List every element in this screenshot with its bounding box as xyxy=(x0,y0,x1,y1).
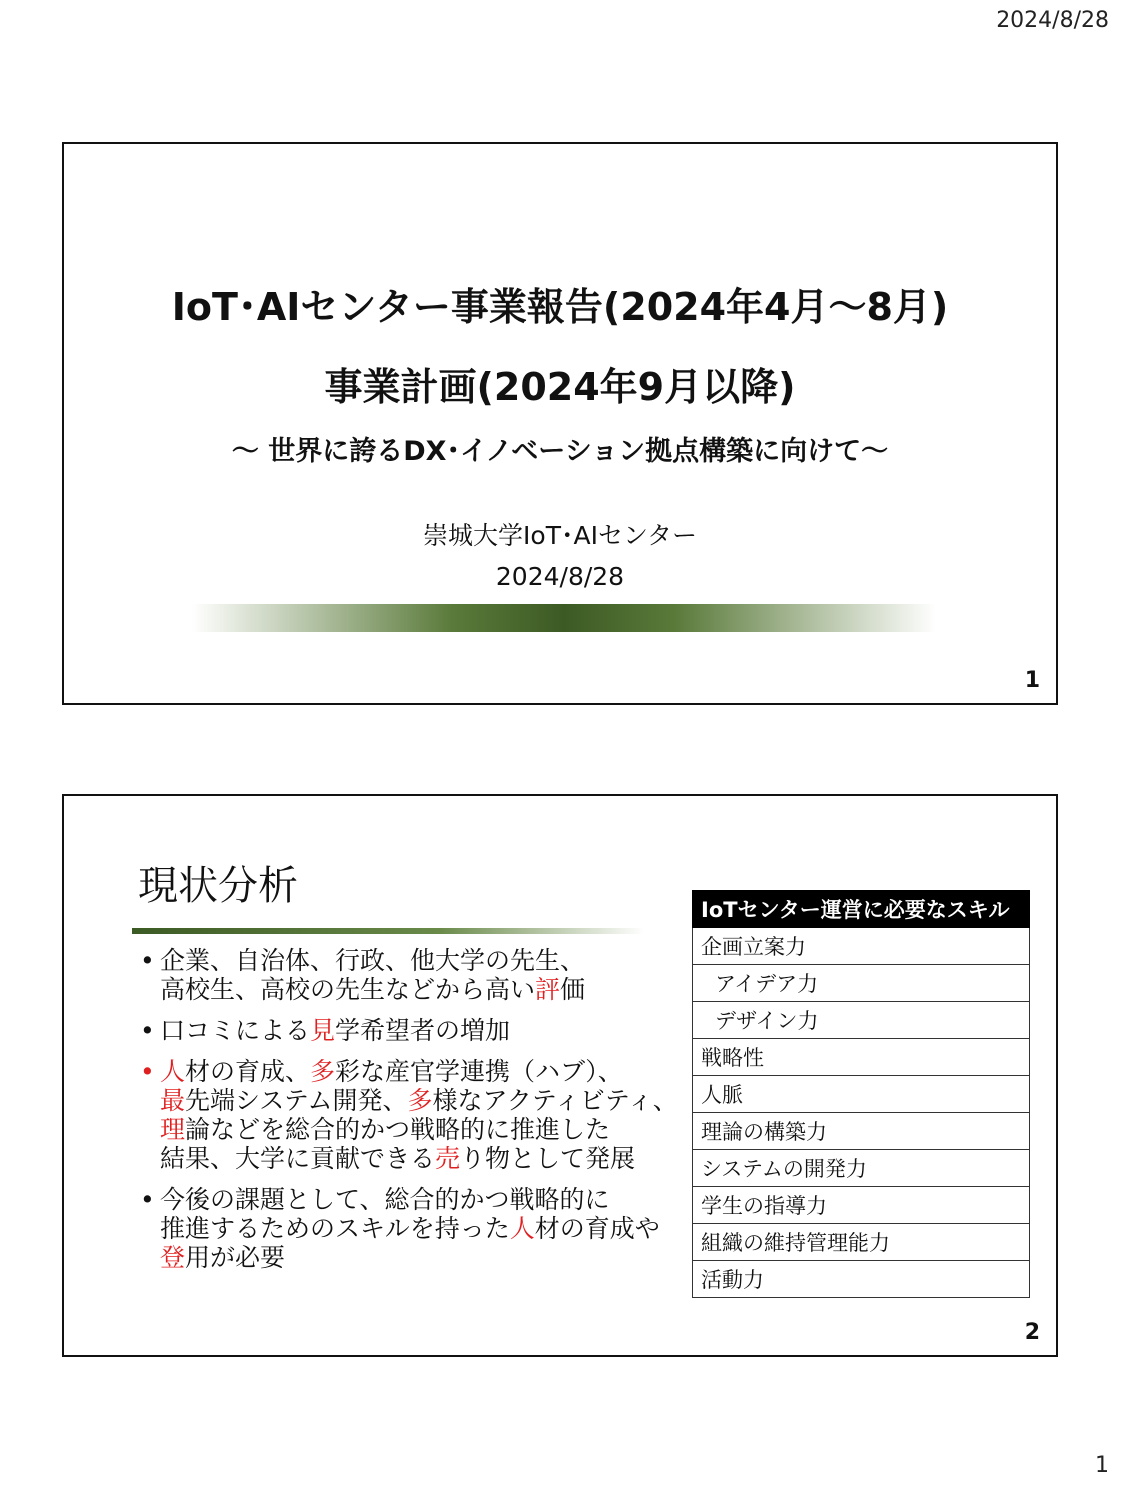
skill-cell: 組織の維持管理能力 xyxy=(693,1224,1030,1261)
skill-cell: 人脈 xyxy=(693,1076,1030,1113)
bullet-line xyxy=(160,1057,680,1086)
slide2-heading: 現状分析 xyxy=(138,863,298,909)
highlighted-char: 登 xyxy=(160,1243,186,1272)
bullet-line xyxy=(160,1185,680,1214)
bullet-text: 口コミによる xyxy=(160,1016,311,1045)
skill-cell: 活動力 xyxy=(693,1261,1030,1298)
highlighted-char: 人 xyxy=(160,1057,186,1086)
highlighted-char: 売 xyxy=(435,1144,461,1173)
bullet-dot: • xyxy=(140,1016,155,1045)
slide-1 xyxy=(62,142,1058,705)
slide1-date: 2024/8/28 xyxy=(495,562,625,591)
skills-table xyxy=(692,890,1030,1298)
bullet-line xyxy=(160,1016,680,1045)
page-number: 1 xyxy=(1095,1453,1109,1478)
highlighted-char: 見 xyxy=(310,1016,336,1045)
bullet-text: 高校生、高校の先生などから高い xyxy=(160,975,536,1004)
slide2-number: 2 xyxy=(1024,1320,1040,1345)
bullet-dot: • xyxy=(140,946,155,975)
bullet-item xyxy=(140,1016,680,1045)
page-date: 2024/8/28 xyxy=(996,8,1109,33)
bullet-item xyxy=(140,1057,680,1173)
bullet-line xyxy=(160,946,680,975)
heading-underline xyxy=(132,928,644,934)
slide-2 xyxy=(62,794,1058,1357)
table-row xyxy=(693,928,1030,965)
bullet-text: 今後の課題として、総合的かつ戦略的に xyxy=(160,1185,610,1214)
bullet-text: 学希望者の増加 xyxy=(335,1016,511,1045)
table-row xyxy=(693,1002,1030,1039)
highlighted-char: 人 xyxy=(509,1214,535,1243)
bullet-item xyxy=(140,1185,680,1272)
slide1-subtitle: ～ 世界に誇るDX･イノベーション拠点構築に向けて～ xyxy=(231,436,889,467)
slide1-title-line1: IoT･AIセンター事業報告(2024年4月～8月) xyxy=(171,285,949,329)
decorative-gradient-bar xyxy=(192,604,936,632)
bullet-item xyxy=(140,946,680,1004)
table-row xyxy=(693,1076,1030,1113)
bullet-line xyxy=(160,1115,680,1144)
bullet-text: 価 xyxy=(560,975,586,1004)
bullet-list xyxy=(140,946,680,1284)
bullet-text: 材の育成、 xyxy=(185,1057,311,1086)
bullet-text: 結果、大学に貢献できる xyxy=(160,1144,436,1173)
bullet-text: 企業、自治体、行政、他大学の先生、 xyxy=(160,946,586,975)
bullet-line xyxy=(160,1243,680,1272)
table-row xyxy=(693,1113,1030,1150)
bullet-text: 用が必要 xyxy=(185,1243,286,1272)
highlighted-char: 最 xyxy=(160,1086,186,1115)
bullet-line xyxy=(160,1086,680,1115)
table-row xyxy=(693,1224,1030,1261)
highlighted-char: 理 xyxy=(160,1115,186,1144)
bullet-text: り物として発展 xyxy=(460,1144,636,1173)
slide1-organization: 崇城大学IoT･AIセンター xyxy=(423,521,697,550)
skill-cell: 企画立案力 xyxy=(693,928,1030,965)
table-row xyxy=(693,1039,1030,1076)
bullet-text: 推進するためのスキルを持った xyxy=(160,1214,510,1243)
skill-cell: 戦略性 xyxy=(693,1039,1030,1076)
bullet-dot: • xyxy=(140,1185,155,1214)
bullet-dot: • xyxy=(140,1057,155,1086)
bullet-line xyxy=(160,1144,680,1173)
slide1-number: 1 xyxy=(1024,668,1040,693)
skill-cell: 理論の構築力 xyxy=(693,1113,1030,1150)
bullet-text: 先端システム開発、 xyxy=(185,1086,408,1115)
bullet-text: 様なアクティビティ、 xyxy=(432,1086,678,1115)
table-row xyxy=(693,965,1030,1002)
table-row xyxy=(693,1187,1030,1224)
bullet-text: 論などを総合的かつ戦略的に推進した xyxy=(185,1115,611,1144)
skill-cell: システムの開発力 xyxy=(693,1150,1030,1187)
skills-table-header: IoTセンター運営に必要なスキル xyxy=(693,891,1030,928)
highlighted-char: 多 xyxy=(407,1086,433,1115)
skill-cell: デザイン力 xyxy=(693,1002,1030,1039)
skill-cell: 学生の指導力 xyxy=(693,1187,1030,1224)
highlighted-char: 多 xyxy=(310,1057,336,1086)
table-row xyxy=(693,1150,1030,1187)
slide1-title-line2: 事業計画(2024年9月以降) xyxy=(324,365,796,409)
highlighted-char: 評 xyxy=(535,975,561,1004)
skill-cell: アイデア力 xyxy=(693,965,1030,1002)
bullet-line xyxy=(160,975,680,1004)
table-row xyxy=(693,1261,1030,1298)
bullet-text: 材の育成や xyxy=(534,1214,660,1243)
bullet-text: 彩な産官学連携（ハブ）、 xyxy=(335,1057,623,1086)
bullet-line xyxy=(160,1214,680,1243)
